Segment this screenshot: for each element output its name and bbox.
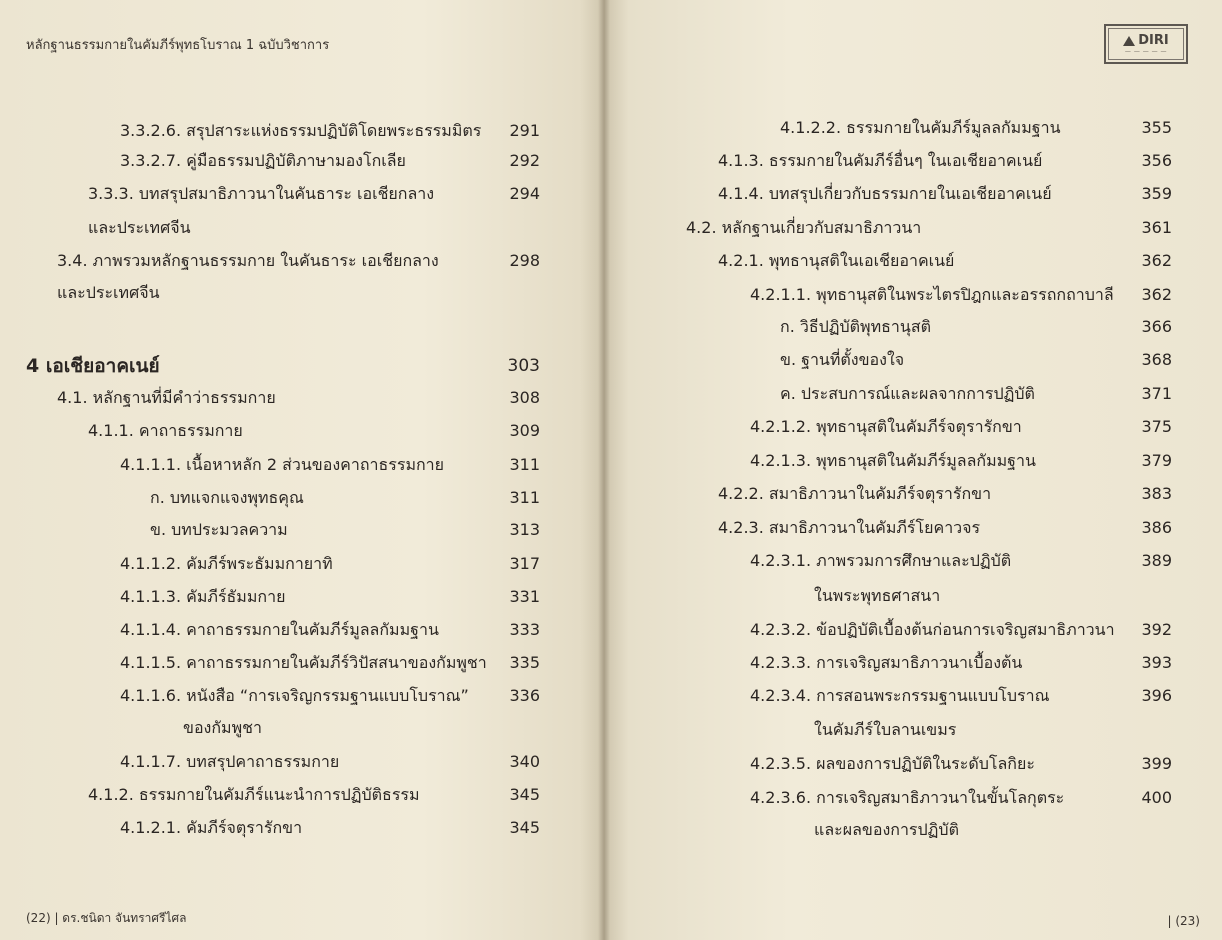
- toc-entry: 4.2.3.2. ข้อปฏิบัติเบื้องต้นก่อนการเจริญสมาธิภาวนา: [750, 620, 1115, 639]
- toc-entry: 4.1.1.5. คาถาธรรมกายในคัมภีร์วิปัสสนาของกัมพูชา: [120, 653, 487, 672]
- toc-page-number: 400: [1141, 788, 1172, 807]
- toc-page-number: 383: [1141, 484, 1172, 503]
- toc-page-number: 340: [509, 752, 540, 771]
- toc-page-number: 356: [1141, 151, 1172, 170]
- toc-page-number: 303: [507, 356, 540, 376]
- toc-page-number: 308: [509, 388, 540, 407]
- right-page: [604, 0, 1222, 940]
- toc-page-number: 313: [509, 520, 540, 539]
- toc-entry: ข. บทประมวลความ: [150, 520, 288, 539]
- toc-page-number: 361: [1141, 218, 1172, 237]
- logo-subtext: — — — — —: [1124, 48, 1168, 55]
- running-head: หลักฐานธรรมกายในคัมภีร์พุทธโบราณ 1 ฉบับวิชาการ: [26, 38, 330, 53]
- toc-page-number: 386: [1141, 518, 1172, 537]
- toc-entry: 4.2. หลักฐานเกี่ยวกับสมาธิภาวนา: [686, 218, 922, 237]
- toc-page-number: 317: [509, 554, 540, 573]
- toc-page-number: 396: [1141, 686, 1172, 705]
- toc-page-number: 362: [1141, 251, 1172, 270]
- toc-entry: 4.2.1.1. พุทธานุสติในพระไตรปิฎกและอรรถกถาบาลี: [750, 285, 1114, 304]
- toc-entry: 3.4. ภาพรวมหลักฐานธรรมกาย ในคันธาระ เอเชียกลาง: [57, 251, 439, 270]
- toc-page-number: 392: [1141, 620, 1172, 639]
- chapter-heading: 4 เอเชียอาคเนย์: [26, 355, 160, 377]
- toc-page-number: 331: [509, 587, 540, 606]
- toc-entry: 4.2.3.3. การเจริญสมาธิภาวนาเบื้องต้น: [750, 653, 1023, 672]
- toc-page-number: 345: [509, 785, 540, 804]
- toc-entry: 4.1.4. บทสรุปเกี่ยวกับธรรมกายในเอเชียอาคเนย์: [718, 184, 1052, 203]
- toc-page-number: 309: [509, 421, 540, 440]
- toc-entry: 4.1.1.7. บทสรุปคาถาธรรมกาย: [120, 752, 340, 771]
- toc-page-number: 355: [1141, 118, 1172, 137]
- toc-page-number: 291: [509, 121, 540, 140]
- toc-page-number: 333: [509, 620, 540, 639]
- toc-entry: 4.2.3.1. ภาพรวมการศึกษาและปฏิบัติ: [750, 551, 1012, 570]
- toc-entry: 4.2.3.4. การสอนพระกรรมฐานแบบโบราณ: [750, 686, 1050, 705]
- toc-page-number: 389: [1141, 551, 1172, 570]
- toc-entry: 4.1.2.1. คัมภีร์จตุรารักขา: [120, 818, 303, 837]
- toc-entry-continuation: ของกัมพูชา: [183, 718, 262, 737]
- toc-entry: ข. ฐานที่ตั้งของใจ: [780, 350, 905, 369]
- toc-page-number: 335: [509, 653, 540, 672]
- toc-page-number: 368: [1141, 350, 1172, 369]
- toc-page-number: 294: [509, 184, 540, 203]
- toc-page-number: 311: [509, 488, 540, 507]
- logo-text: DIRI: [1138, 33, 1169, 48]
- toc-page-number: 359: [1141, 184, 1172, 203]
- toc-page-number: 311: [509, 455, 540, 474]
- toc-entry: 4.1.1.4. คาถาธรรมกายในคัมภีร์มูลลกัมมฐาน: [120, 620, 439, 639]
- toc-page-number: 375: [1141, 417, 1172, 436]
- book-gutter: [598, 0, 610, 940]
- toc-entry: 4.1.1.3. คัมภีร์ธัมมกาย: [120, 587, 286, 606]
- toc-entry: 4.1.1.1. เนื้อหาหลัก 2 ส่วนของคาถาธรรมกาย: [120, 455, 445, 474]
- toc-entry: 4.2.3.5. ผลของการปฏิบัติในระดับโลกิยะ: [750, 754, 1035, 773]
- toc-entry-continuation: ในคัมภีร์ใบลานเขมร: [814, 720, 957, 739]
- toc-page-number: 393: [1141, 653, 1172, 672]
- toc-entry-continuation: ในพระพุทธศาสนา: [814, 586, 941, 605]
- toc-page-number: 345: [509, 818, 540, 837]
- toc-entry: 3.3.2.7. คู่มือธรรมปฏิบัติภาษามองโกเลีย: [120, 151, 406, 170]
- toc-entry: ค. ประสบการณ์และผลจากการปฏิบัติ: [780, 384, 1035, 403]
- toc-entry: 4.2.3.6. การเจริญสมาธิภาวนาในขั้นโลกุตระ: [750, 788, 1065, 807]
- toc-entry-continuation: และประเทศจีน: [88, 218, 191, 237]
- toc-entry: 4.2.1.2. พุทธานุสติในคัมภีร์จตุรารักขา: [750, 417, 1022, 436]
- toc-entry: 4.1.3. ธรรมกายในคัมภีร์อื่นๆ ในเอเชียอาคเนย์: [718, 151, 1043, 170]
- toc-entry-continuation: และผลของการปฏิบัติ: [814, 820, 959, 839]
- toc-entry: 4.1. หลักฐานที่มีคำว่าธรรมกาย: [57, 388, 276, 407]
- toc-page-number: 292: [509, 151, 540, 170]
- toc-entry: 4.1.1.2. คัมภีร์พระธัมมกายาทิ: [120, 554, 333, 573]
- toc-entry: 3.3.3. บทสรุปสมาธิภาวนาในคันธาระ เอเชียกลาง: [88, 184, 435, 203]
- toc-entry: 4.2.1. พุทธานุสติในเอเชียอาคเนย์: [718, 251, 955, 270]
- toc-entry: 4.2.1.3. พุทธานุสติในคัมภีร์มูลลกัมมฐาน: [750, 451, 1036, 470]
- toc-entry: 4.1.1. คาถาธรรมกาย: [88, 421, 243, 440]
- toc-entry: ก. บทแจกแจงพุทธคุณ: [150, 488, 304, 507]
- toc-entry-continuation: และประเทศจีน: [57, 283, 160, 302]
- triangle-logo-icon: [1123, 36, 1135, 46]
- toc-entry: 4.1.2. ธรรมกายในคัมภีร์แนะนำการปฏิบัติธรรม: [88, 785, 420, 804]
- toc-entry: 4.1.2.2. ธรรมกายในคัมภีร์มูลลกัมมฐาน: [780, 118, 1061, 137]
- page-footer: | (23): [1167, 914, 1200, 928]
- toc-page-number: 336: [509, 686, 540, 705]
- toc-page-number: 366: [1141, 317, 1172, 336]
- publisher-logo: [1104, 24, 1188, 64]
- toc-page-number: 399: [1141, 754, 1172, 773]
- toc-entry: 4.2.2. สมาธิภาวนาในคัมภีร์จตุรารักขา: [718, 484, 992, 503]
- toc-entry: ก. วิธีปฏิบัติพุทธานุสติ: [780, 317, 931, 336]
- toc-entry: 3.3.2.6. สรุปสาระแห่งธรรมปฏิบัติโดยพระธรรมมิตร: [120, 121, 482, 140]
- left-page: [0, 0, 604, 940]
- page-footer: (22) | ดร.ชนิดา จันทราศรีไศล: [26, 911, 187, 925]
- toc-entry: 4.2.3. สมาธิภาวนาในคัมภีร์โยคาวจร: [718, 518, 981, 537]
- toc-page-number: 362: [1141, 285, 1172, 304]
- toc-entry: 4.1.1.6. หนังสือ “การเจริญกรรมฐานแบบโบราณ”: [120, 686, 469, 705]
- toc-page-number: 379: [1141, 451, 1172, 470]
- toc-page-number: 298: [509, 251, 540, 270]
- toc-page-number: 371: [1141, 384, 1172, 403]
